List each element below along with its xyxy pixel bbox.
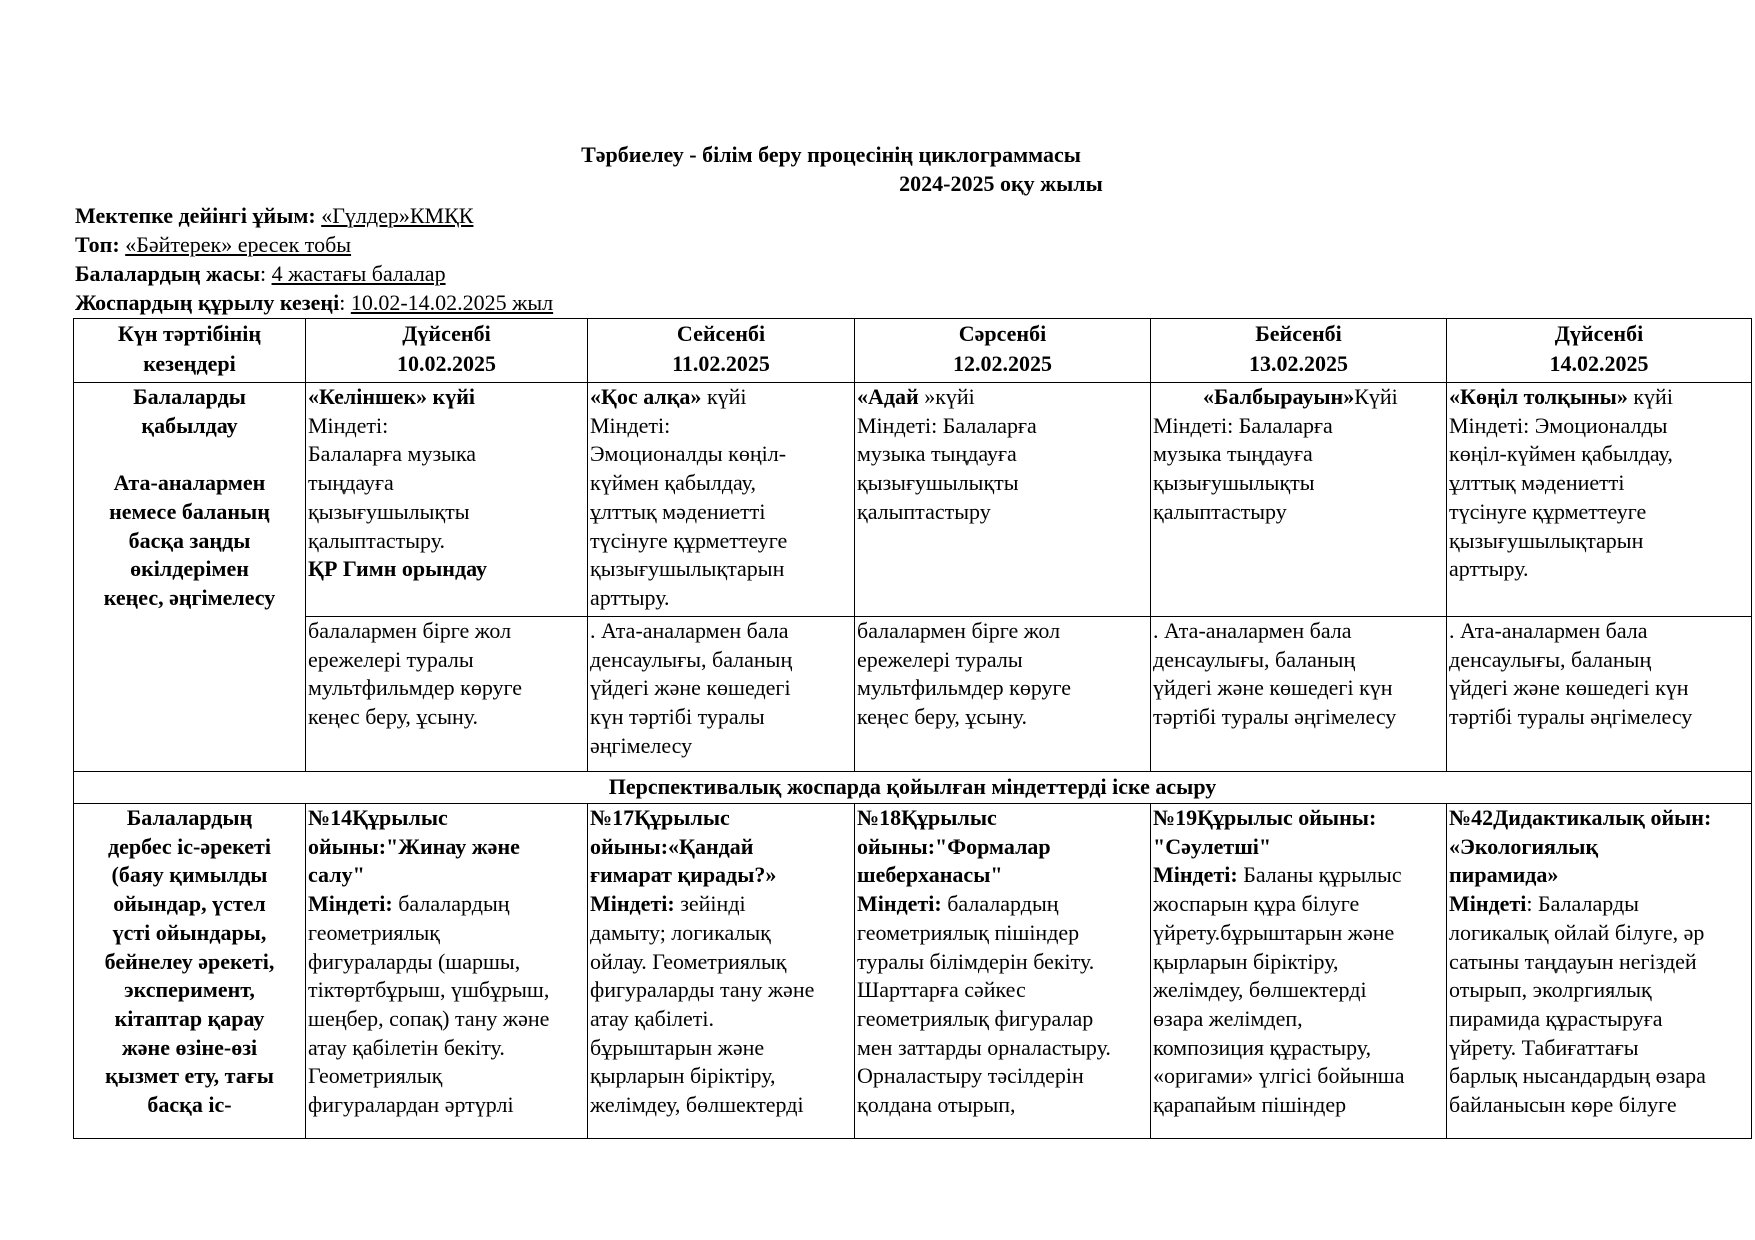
- org-value: «Гүлдер»КМҚК: [321, 203, 474, 228]
- reception-cell-day-4: [1151, 383, 1447, 617]
- row-label-reception: [74, 383, 306, 772]
- anthem-note: ҚР Гимн орындау: [308, 556, 487, 582]
- day-date: 12.02.2025: [953, 351, 1052, 376]
- meta-period: Жоспардың құрылу кезеңі: 10.02-14.02.2025 жыл: [75, 290, 554, 315]
- meta-age: Балалардың жасы: 4 жастағы балалар: [75, 261, 446, 286]
- task-label: Міндеті:: [308, 891, 393, 917]
- table-header-row: [74, 319, 1752, 383]
- task-text: зейінді дамыту; логикалық ойлау. Геометриялық фигураларды тану және атау қабілеті. бұрыштарын және қырларын біріктіру, желімдеу, бөлшектерді: [590, 891, 815, 1118]
- music-title: «Балбырауын»: [1203, 384, 1355, 409]
- reception-cell-day-3: [855, 383, 1151, 617]
- activity-cell-day-3: [855, 804, 1151, 1139]
- task-label: Міндеті:: [590, 891, 675, 917]
- music-task: Міндеті: Балаларға музыка тыңдауға қызығушылықты қалыптастыру.: [308, 412, 477, 553]
- task-label: Міндеті:: [1153, 862, 1238, 888]
- music-task: Міндеті: Балаларға музыка тыңдауға қызығушылықты қалыптастыру: [857, 412, 1037, 524]
- task-label: Міндеті:: [857, 891, 942, 917]
- age-label: Балалардың жасы: [75, 261, 260, 286]
- activity-label: Балалардың дербес іс-әрекеті (баяу қимылды ойындар, үстел үсті ойындары, бейнелеу әрекеті, эксперимент, кітаптар қарау және өзіне-өзі қызмет ету, тағы басқа іс-: [104, 805, 275, 1118]
- game-title: №42Дидактикалық ойын: «Экологиялық пирамида»: [1449, 805, 1712, 888]
- activity-cell-day-2: [588, 804, 855, 1139]
- age-value: 4 жастағы балалар: [271, 261, 446, 286]
- music-task: Міндеті: Балаларға музыка тыңдауға қызығушылықты қалыптастыру: [1153, 412, 1333, 524]
- day-name: Дүйсенбі: [402, 321, 491, 346]
- header-day-4: [1151, 319, 1447, 383]
- day-date: 10.02.2025: [397, 351, 496, 376]
- game-title: №14Құрылыс ойыны:"Жинау және салу": [308, 805, 520, 888]
- document-title: Тәрбиелеу - білім беру процесінің циклограммасы: [581, 142, 1081, 167]
- parents-cell-day-3: балалармен бірге жол ережелері туралы мультфильмдер көруге кеңес беру, ұсыну.: [855, 617, 1151, 772]
- group-label: Топ:: [75, 232, 120, 257]
- task-label: Міндеті: [1449, 891, 1527, 917]
- music-title-rest: күйі: [701, 384, 747, 409]
- header-day-1: [306, 319, 588, 383]
- header-day-5: [1447, 319, 1752, 383]
- day-date: 11.02.2025: [672, 351, 770, 376]
- parents-consult-label: Ата-аналармен немесе баланың басқа заңды өкілдерімен кеңес, әңгімелесу: [103, 470, 276, 610]
- music-title: «Адай: [857, 384, 919, 409]
- day-name: Бейсенбі: [1255, 321, 1342, 346]
- music-title-rest: »күйі: [918, 384, 975, 409]
- parents-cell-day-4: . Ата-аналармен бала денсаулығы, баланың үйдегі және көшедегі күн тәртібі туралы әңгімелесу: [1151, 617, 1447, 772]
- table-row-reception-bottom: [74, 617, 1752, 772]
- activity-cell-day-5: [1447, 804, 1752, 1139]
- row-label-independent-activity: [74, 804, 306, 1139]
- reception-label: Балаларды қабылдау: [133, 384, 246, 438]
- cyclogram-table: [73, 318, 1752, 1139]
- reception-cell-day-5: [1447, 383, 1752, 617]
- activity-cell-day-1: [306, 804, 588, 1139]
- reception-cell-day-2: [588, 383, 855, 617]
- header-day-3: [855, 319, 1151, 383]
- day-date: 13.02.2025: [1249, 351, 1348, 376]
- header-day-2: [588, 319, 855, 383]
- task-text: балалардың геометриялық пішіндер туралы білімдерін бекіту. Шарттарға сәйкес геометриялық фигуралар мен заттарды орналастыру. Орналастыру тәсілдерін қолдана отырып,: [857, 891, 1111, 1118]
- music-task: Міндеті: Эмоционалды көңіл-күймен қабылдау, ұлттық мәдениетті түсінуге құрметтеуге қызығушылықтарын арттыру.: [1449, 412, 1673, 582]
- period-value: 10.02-14.02.2025 жыл: [350, 290, 554, 315]
- table-row-reception-top: [74, 383, 1752, 617]
- activity-cell-day-4: [1151, 804, 1447, 1139]
- group-value: «Бәйтерек» ересек тобы: [125, 232, 352, 257]
- reception-cell-day-1: [306, 383, 588, 617]
- music-title: «Қос алқа»: [590, 384, 702, 409]
- org-label: Мектепке дейінгі ұйым:: [75, 203, 316, 228]
- game-title: №18Құрылыс ойыны:"Формалар шеберханасы": [857, 805, 1051, 888]
- table-row-independent-activity: [74, 804, 1752, 1139]
- header-schedule-stages: Күн тәртібінің кезеңдері: [74, 319, 306, 383]
- period-label: Жоспардың құрылу кезеңі: [75, 290, 340, 315]
- parents-cell-day-2: . Ата-аналармен бала денсаулығы, баланың үйдегі және көшедегі күн тәртібі туралы әңгімелесу: [588, 617, 855, 772]
- day-name: Сәрсенбі: [958, 321, 1047, 346]
- music-title-rest: күйі: [1627, 384, 1673, 409]
- section-title: Перспективалық жоспарда қойылған міндеттерді іске асыру: [74, 772, 1752, 804]
- meta-organization: [75, 202, 473, 229]
- music-title: «Келіншек» күйі: [308, 384, 475, 409]
- document-subtitle: 2024-2025 оқу жылы: [899, 171, 1103, 196]
- day-date: 14.02.2025: [1549, 351, 1649, 376]
- task-text: Баланы құрылыс жоспарын құра білуге үйрету.бұрыштарын және қырларын біріктіру, желімдеу, бөлшектерді өзара желімдеп, композиция құрастыру, «оригами» үлгісі бойынша қарапайым пішіндер: [1153, 862, 1405, 1118]
- table-section-row: [74, 772, 1752, 804]
- music-title: «Көңіл толқыны»: [1449, 384, 1628, 409]
- parents-cell-day-5: . Ата-аналармен бала денсаулығы, баланың үйдегі және көшедегі күн тәртібі туралы әңгімелесу: [1447, 617, 1752, 772]
- parents-cell-day-1: балалармен бірге жол ережелері туралы мультфильмдер көруге кеңес беру, ұсыну.: [306, 617, 588, 772]
- meta-group: [75, 231, 351, 258]
- task-text: : Балаларды логикалық ойлай білуге, әр сатыны таңдауын негіздей отырып, эколргиялық пирамида құрастыруға үйрету. Табиғаттағы барлық нысандардың өзара байланысын көре білуге: [1449, 891, 1706, 1118]
- game-title: №19Құрылыс ойыны: "Сәулетші": [1153, 805, 1377, 859]
- day-name: Сейсенбі: [676, 321, 766, 346]
- task-text: балалардың геометриялық фигураларды (шаршы, тіктөртбұрыш, үшбұрыш, шеңбер, сопақ) тану және атау қабілетін бекіту. Геометриялық фигуралардан әртүрлі: [308, 891, 550, 1118]
- day-name: Дүйсенбі: [1554, 321, 1644, 346]
- game-title: №17Құрылыс ойыны:«Қандай ғимарат қирады?»: [590, 805, 777, 888]
- music-title-rest: Күйі: [1354, 384, 1398, 409]
- music-task: Міндеті: Эмоционалды көңіл- күймен қабылдау, ұлттық мәдениетті түсінуге құрметтеуге қызығушылықтарын арттыру.: [590, 412, 788, 610]
